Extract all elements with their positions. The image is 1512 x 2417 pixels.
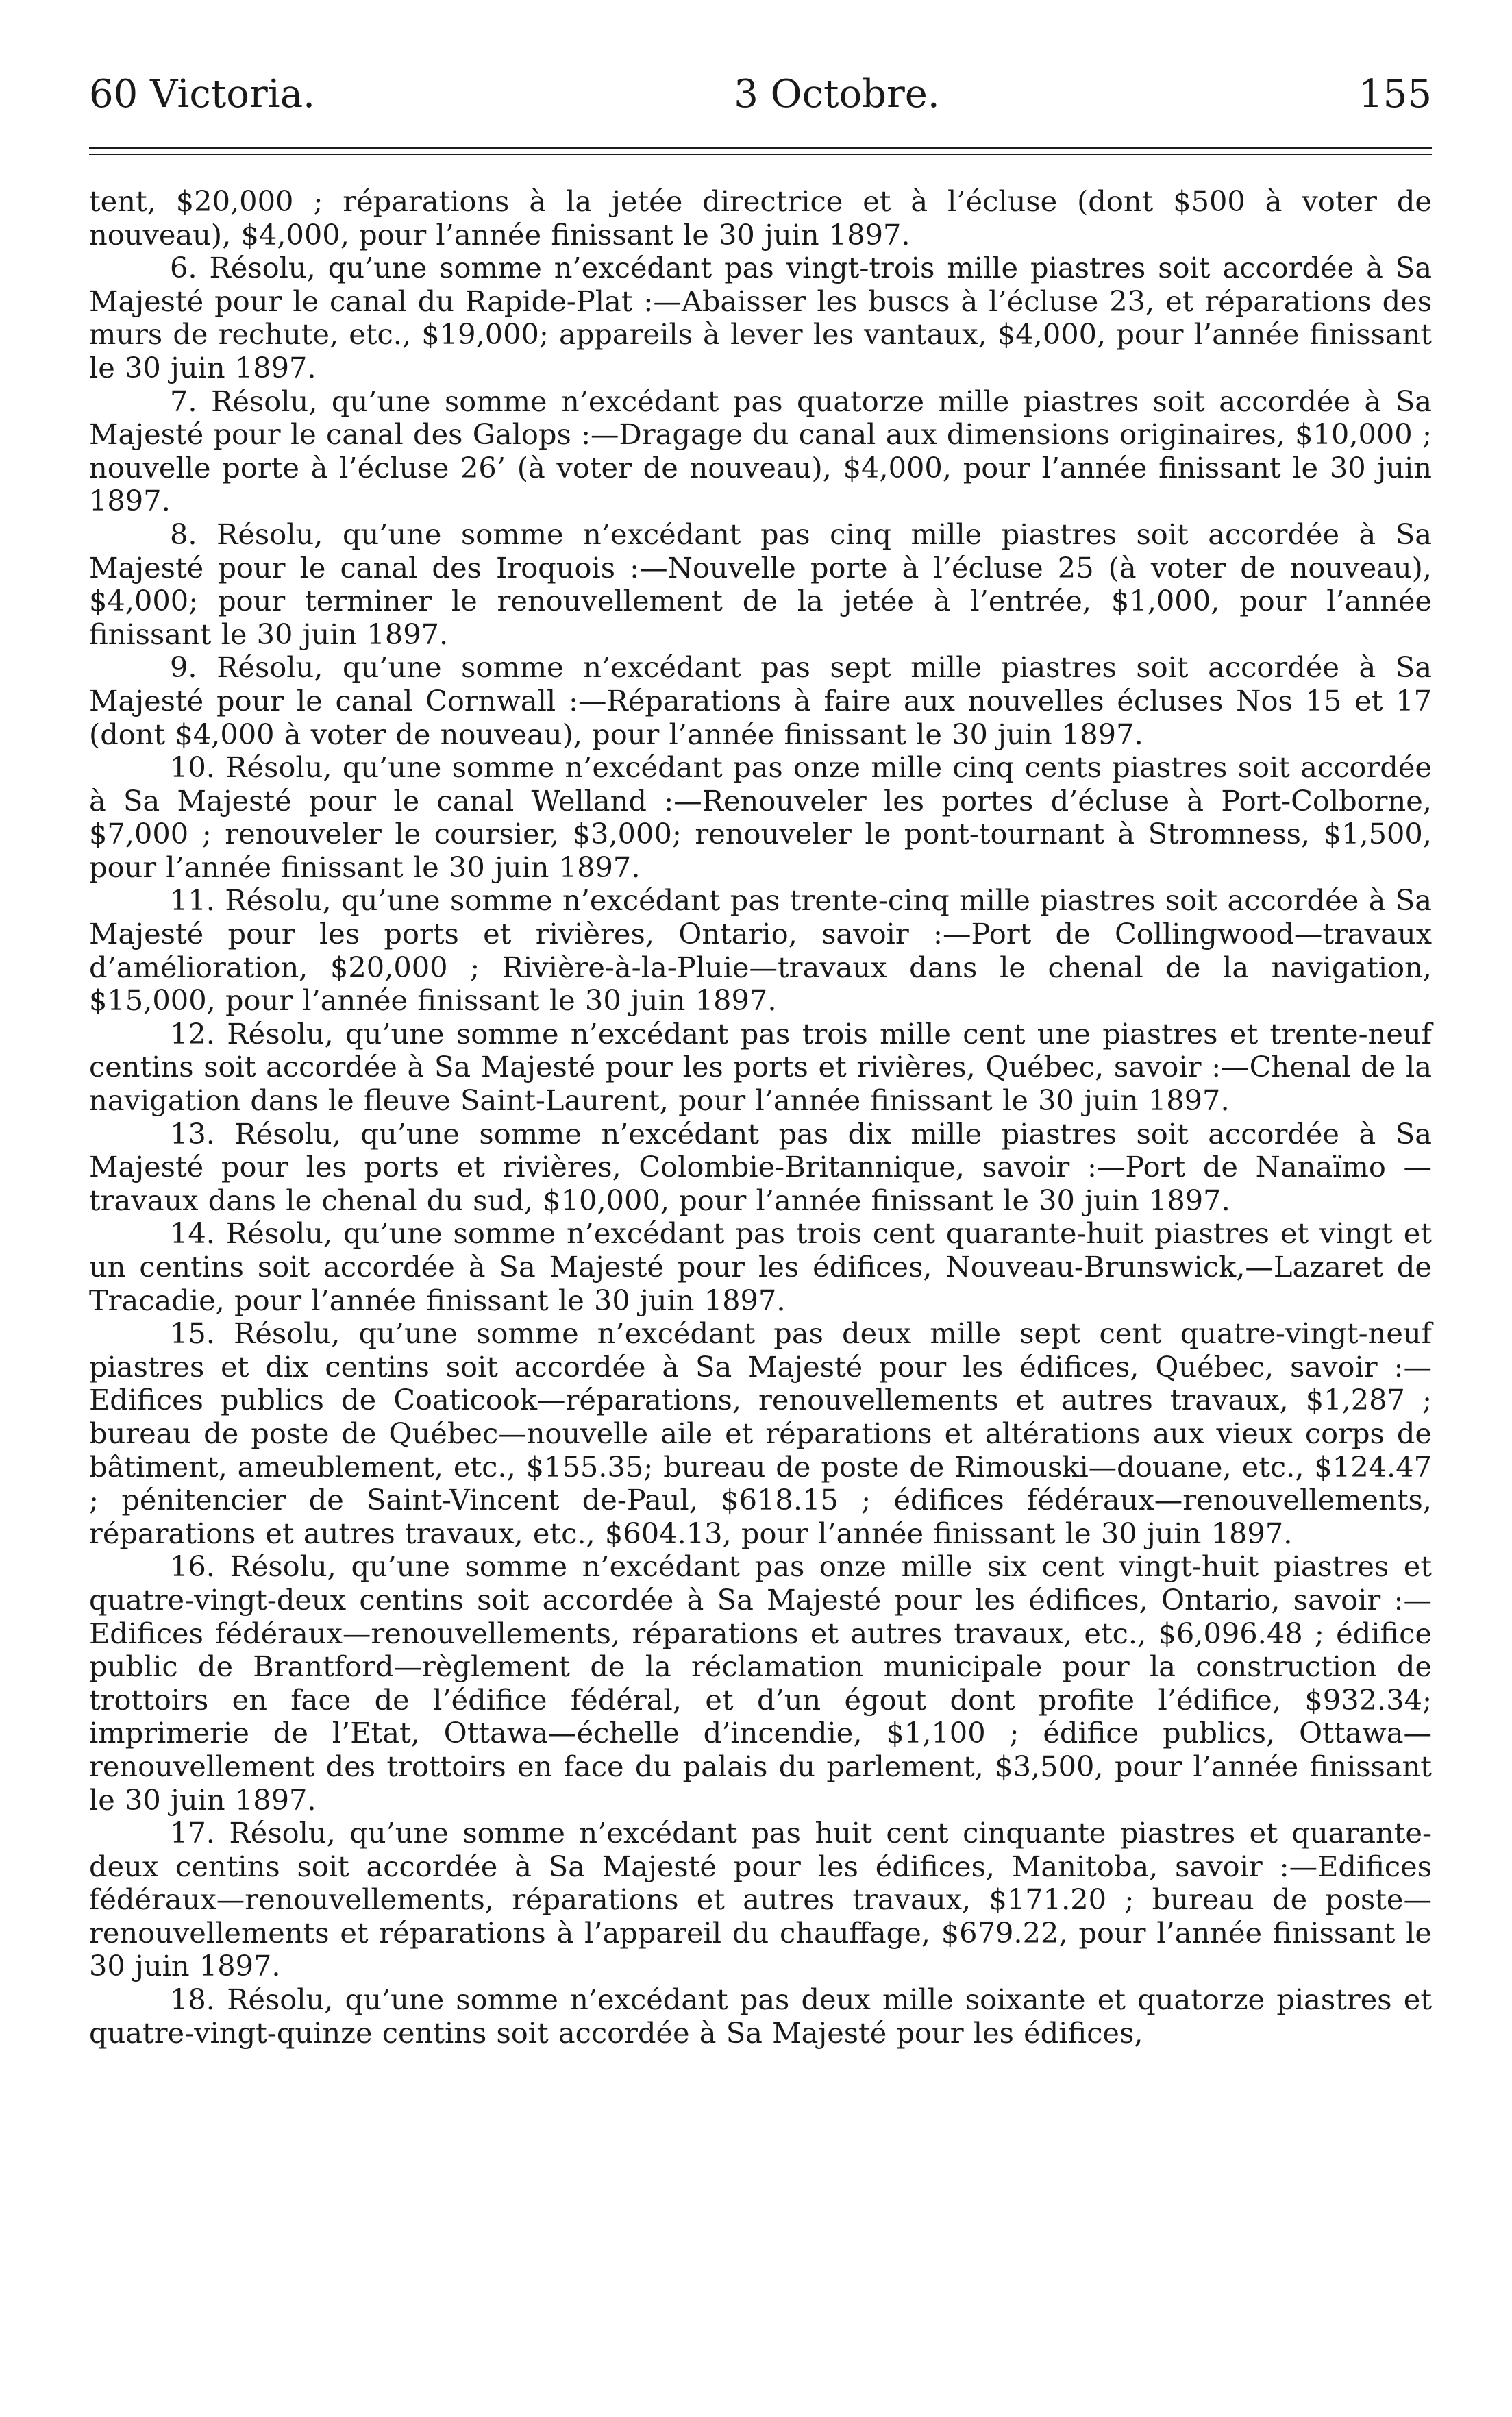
paragraph-resolution-7: 7. Résolu, qu’une somme n’excédant pas quatorze mille piastres soit accordée à Sa Majesté pour le canal des Galops :—Dragage du canal aux dimensions originaires, $10,000 ; nouvelle porte à l’écluse 26’ (à voter de nouveau), $4,000, pour l’année finissant le 30 juin 1897. xyxy=(89,384,1432,518)
paragraph-resolution-10: 10. Résolu, qu’une somme n’excédant pas onze mille cinq cents piastres soit accordée à Sa Majesté pour le canal Welland :—Renouveler les portes d’écluse à Port-Colborne, $7,000 ; renouveler le coursier, $3,000; renouveler le pont-tournant à Stromness, $1,500, pour l’année finissant le 30 juin 1897. xyxy=(89,750,1432,884)
header-center: 3 Octobre. xyxy=(734,72,940,116)
document-page xyxy=(89,72,1432,2050)
paragraph-resolution-13: 13. Résolu, qu’une somme n’excédant pas dix mille piastres soit accordée à Sa Majesté pour les ports et rivières, Colombie-Britannique, savoir :—Port de Nanaïmo —travaux dans le chenal du sud, $10,000, pour l’année finissant le 30 juin 1897. xyxy=(89,1116,1432,1217)
paragraph-continuation: tent, $20,000 ; réparations à la jetée directrice et à l’écluse (dont $500 à voter de nouveau), $4,000, pour l’année finissant le 30 juin 1897. xyxy=(89,184,1432,251)
paragraph-resolution-8: 8. Résolu, qu’une somme n’excédant pas cinq mille piastres soit accordée à Sa Majesté pour le canal des Iroquois :—Nouvelle porte à l’écluse 25 (à voter de nouveau), $4,000; pour terminer le renouvellement de la jetée à l’entrée, $1,000, pour l’année finissant le 30 juin 1897. xyxy=(89,517,1432,651)
paragraph-resolution-17: 17. Résolu, qu’une somme n’excédant pas huit cent cinquante piastres et quarante-deux centins soit accordée à Sa Majesté pour les édifices, Manitoba, savoir :—Edifices fédéraux—renouvellements, réparations et autres travaux, $171.20 ; bureau de poste—renouvellements et réparations à l’appareil du chauffage, $679.22, pour l’année finissant le 30 juin 1897. xyxy=(89,1816,1432,1983)
header-left: 60 Victoria. xyxy=(89,72,315,116)
document-body xyxy=(89,185,1432,2050)
paragraph-resolution-12: 12. Résolu, qu’une somme n’excédant pas trois mille cent une piastres et trente-neuf centins soit accordée à Sa Majesté pour les ports et rivières, Québec, savoir :—Chenal de la navigation dans le fleuve Saint-Laurent, pour l’année finissant le 30 juin 1897. xyxy=(89,1016,1432,1118)
paragraph-resolution-9: 9. Résolu, qu’une somme n’excédant pas sept mille piastres soit accordée à Sa Majesté pour le canal Cornwall :—Réparations à faire aux nouvelles écluses Nos 15 et 17 (dont $4,000 à voter de nouveau), pour l’année finissant le 30 juin 1897. xyxy=(89,650,1432,751)
page-number: 155 xyxy=(1359,72,1432,116)
paragraph-resolution-18: 18. Résolu, qu’une somme n’excédant pas deux mille soixante et quatorze piastres et quatre-vingt-quinze centins soit accordée à Sa Majesté pour les édifices, xyxy=(89,1983,1432,2050)
paragraph-resolution-14: 14. Résolu, qu’une somme n’excédant pas trois cent quarante-huit piastres et vingt et un centins soit accordée à Sa Majesté pour les édifices, Nouveau-Brunswick,—Lazaret de Tracadie, pour l’année finissant le 30 juin 1897. xyxy=(89,1216,1432,1317)
header-double-rule xyxy=(89,147,1432,155)
paragraph-resolution-11: 11. Résolu, qu’une somme n’excédant pas trente-cinq mille piastres soit accordée à Sa Majesté pour les ports et rivières, Ontario, savoir :—Port de Collingwood—travaux d’amélioration, $20,000 ; Rivière-à-la-Pluie—travaux dans le chenal de la navigation, $15,000, pour l’année finissant le 30 juin 1897. xyxy=(89,883,1432,1018)
running-header xyxy=(89,72,1432,123)
paragraph-resolution-6: 6. Résolu, qu’une somme n’excédant pas vingt-trois mille piastres soit accordée à Sa Majesté pour le canal du Rapide-Plat :—Abaisser les buscs à l’écluse 23, et réparations des murs de rechute, etc., $19,000; appareils à lever les vantaux, $4,000, pour l’année finissant le 30 juin 1897. xyxy=(89,251,1432,384)
paragraph-resolution-15: 15. Résolu, qu’une somme n’excédant pas deux mille sept cent quatre-vingt-neuf piastres et dix centins soit accordée à Sa Majesté pour les édifices, Québec, savoir :—Edifices publics de Coaticook—réparations, renouvellements et autres travaux, $1,287 ; bureau de poste de Québec—nouvelle aile et réparations et altérations aux vieux corps de bâtiment, ameublement, etc., $155.35; bureau de poste de Rimouski—douane, etc., $124.47 ; pénitencier de Saint-Vincent de-Paul, $618.15 ; édifices fédéraux—renouvellements, réparations et autres travaux, etc., $604.13, pour l’année finissant le 30 juin 1897. xyxy=(89,1316,1432,1550)
paragraph-resolution-16: 16. Résolu, qu’une somme n’excédant pas onze mille six cent vingt-huit piastres et quatre-vingt-deux centins soit accordée à Sa Majesté pour les édifices, Ontario, savoir :—Edifices fédéraux—renouvellements, réparations et autres travaux, etc., $6,096.48 ; édifice public de Brantford—règlement de la réclamation municipale pour la construction de trottoirs en face de l’édifice fédéral, et d’un égout dont profite l’édifice, $932.34; imprimerie de l’Etat, Ottawa—échelle d’incendie, $1,100 ; édifice publics, Ottawa—renouvellement des trottoirs en face du palais du parlement, $3,500, pour l’année finissant le 30 juin 1897. xyxy=(89,1549,1432,1817)
